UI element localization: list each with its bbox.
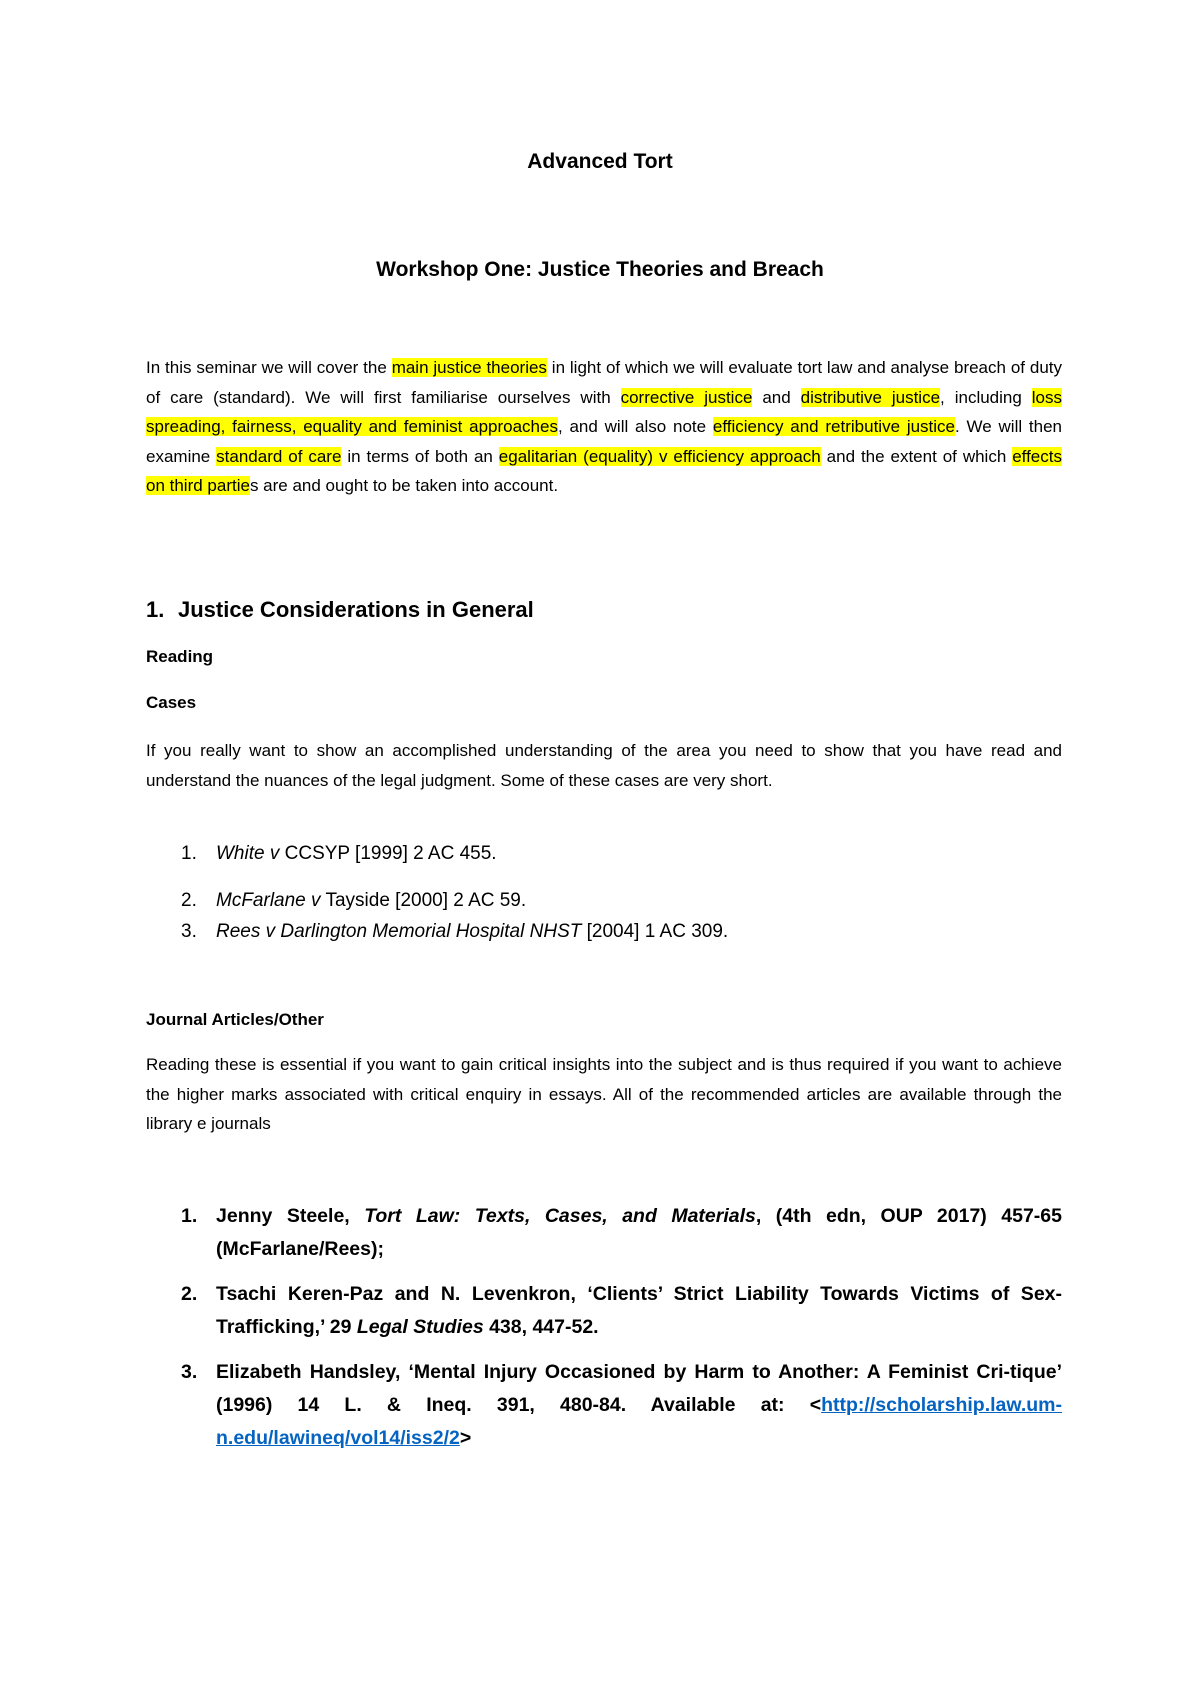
intro-text: in light of which we will evaluate tort law and analyse breach of duty of care (standard). We will first familiarise ourselves with <box>146 358 1063 407</box>
highlight: main justice theories <box>391 358 547 377</box>
highlight: corrective justice <box>620 387 753 407</box>
highlight: standard of care <box>216 446 342 466</box>
workshop-title: Workshop One: Justice Theories and Breach <box>376 258 824 281</box>
list-number: 3. <box>181 921 197 942</box>
course-title: Advanced Tort <box>527 150 673 173</box>
intro-text: and the extent of which <box>820 446 1013 466</box>
case-item <box>181 916 1062 947</box>
intro-text: In this seminar we will cover the <box>146 358 392 377</box>
intro-text: , and will also note <box>557 417 713 436</box>
highlight: loss spreading, fairness, equality and feminist approaches <box>146 387 1062 436</box>
article-author: Jenny Steele, <box>216 1205 365 1227</box>
journal-intro: Reading these is essential if you want to gain critical insights into the subject and is thus required if you want to achieve the higher marks associated with critical enquiry in essays. All of the recommended articles are available through the library e journals <box>146 1055 1062 1133</box>
intro-text: and <box>752 387 801 407</box>
case-citation: Tayside [2000] 2 AC 59. <box>320 890 527 911</box>
article-item <box>181 1356 1062 1455</box>
journal-label: Journal Articles/Other <box>146 1010 324 1029</box>
intro-paragraph <box>146 353 1062 501</box>
highlight: efficiency and retributive justice <box>712 417 956 436</box>
case-citation: [2004] 1 AC 309. <box>581 921 729 942</box>
article-title: Tort Law: Texts, Cases, and Materials <box>364 1205 756 1227</box>
case-name: White v <box>216 843 280 864</box>
list-number: 1. <box>181 1205 198 1227</box>
case-item <box>181 885 1062 916</box>
section-heading <box>146 597 534 623</box>
case-citation: CCSYP [1999] 2 AC 455. <box>279 843 497 864</box>
article-link[interactable]: http://scholarship.law.um-n.edu/lawineq/vol14/iss2/2 <box>216 1394 1062 1449</box>
cases-label: Cases <box>146 693 197 712</box>
highlight: distributive justice <box>800 387 941 407</box>
article-author: Tsachi Keren-Paz and N. Levenkron, ‘Clients’ Strict Liability Towards Victims of Sex-Trafficking,’ 29 <box>216 1283 1062 1338</box>
reading-label: Reading <box>146 647 214 666</box>
article-author: Elizabeth Handsley, ‘Mental Injury Occasioned by Harm to Another: A Feminist Cri-tique’ (1996) 14 L. & Ineq. 391, 480-84. Available at: < <box>216 1361 1062 1416</box>
article-citation: > <box>459 1427 472 1449</box>
article-journal: Legal Studies <box>356 1316 484 1338</box>
list-number: 1. <box>181 843 197 864</box>
article-item <box>181 1200 1062 1266</box>
case-item <box>181 838 1062 869</box>
list-number: 2. <box>181 1283 198 1305</box>
case-name: McFarlane v <box>216 890 321 911</box>
intro-text: in terms of both an <box>341 446 499 466</box>
intro-text: , including <box>940 387 1032 407</box>
section-heading-text: Justice Considerations in General <box>178 597 534 622</box>
article-citation: 438, 447-52. <box>483 1316 599 1338</box>
intro-text: s are and ought to be taken into account. <box>249 476 559 495</box>
list-number: 3. <box>181 1361 198 1383</box>
article-item <box>181 1278 1062 1344</box>
cases-intro: If you really want to show an accomplished understanding of the area you need to show that you have read and understand the nuances of the legal judgment. Some of these cases are very short. <box>146 741 1062 790</box>
list-number: 2. <box>181 890 197 911</box>
article-citation: , (4th edn, OUP 2017) 457-65 (McFarlane/Rees); <box>216 1205 1062 1260</box>
highlight: egalitarian (equality) v efficiency approach <box>498 446 821 466</box>
section-number: 1. <box>146 597 165 622</box>
case-name: Rees v Darlington Memorial Hospital NHST <box>216 921 582 942</box>
highlight: effects on third partie <box>146 446 1062 495</box>
intro-text: . We will then examine <box>146 417 1062 466</box>
